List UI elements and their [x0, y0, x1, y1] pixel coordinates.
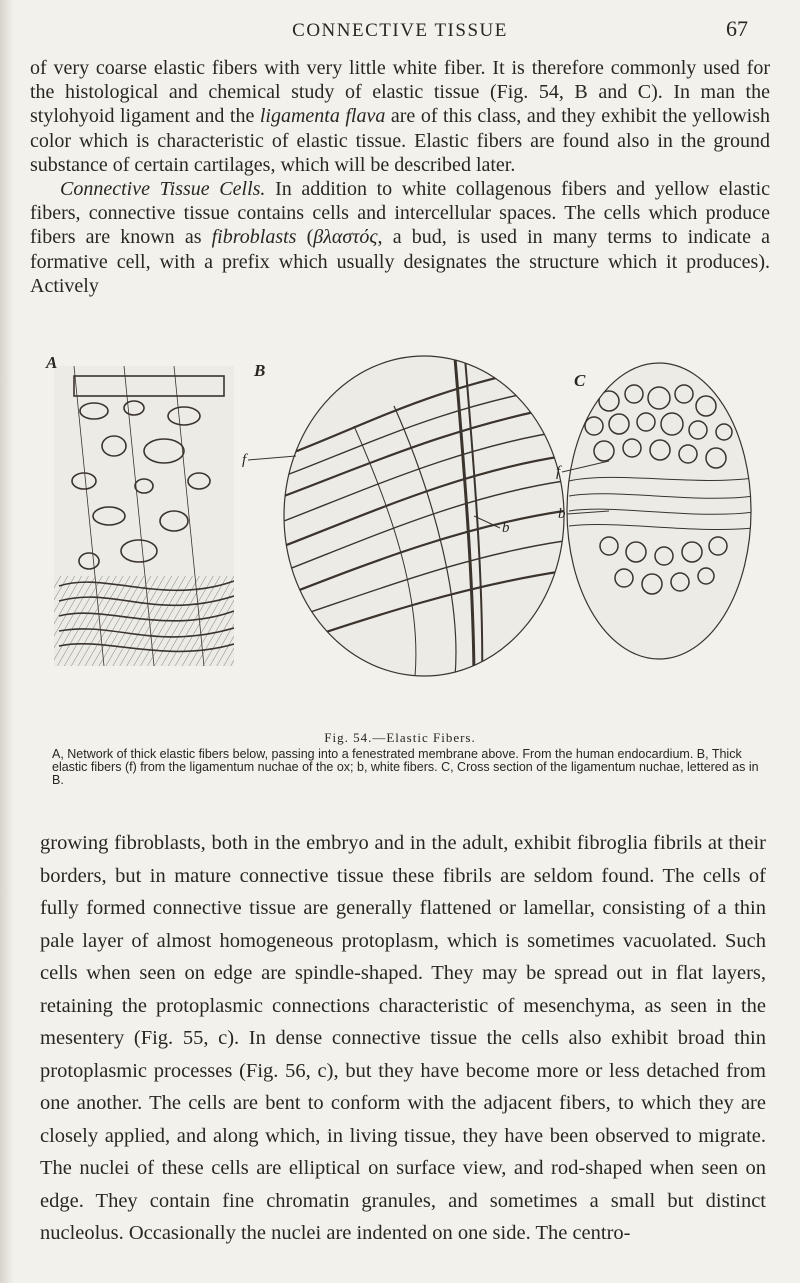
section-heading: Connective Tissue Cells. — [60, 178, 266, 201]
body-text: are of this class, and they exhibit the yellowish color which is characteristic of elastic tissue. Elastic fibers are found also in the ground substance of certain cartilages, which will be described later. — [30, 105, 770, 176]
body-text: , a bud, is used in many terms to indicate a formative cell, with a prefix which usually designates the structure which it produces). Actively — [30, 226, 770, 297]
panel-a-illustration — [54, 366, 234, 666]
label-b-panel-c: b — [558, 506, 566, 522]
italic-term: ligamenta flava — [259, 105, 386, 128]
body-text: of very coarse elastic fibers with very little white fiber. It is therefore commonly used for the histological and chemical study of elastic tissue (Fig. 54, B and C). In man the stylohyoid ligament and the — [30, 57, 770, 128]
figure-caption: A, Network of thick elastic fibers below, passing into a fenestrated membrane above. From the human endocardium. B, Thick elastic fibers (f) from the ligamentum nuchae of the ox; b, white fibers. C, Cross section of the ligamentum nuchae, lettered as in B. — [52, 747, 759, 787]
panel-b-illustration — [242, 346, 564, 686]
panel-a-label: A — [46, 353, 58, 372]
label-f-panel-b: f — [242, 452, 247, 468]
figure-illustration — [34, 346, 774, 716]
label-f-panel-c: f — [556, 464, 561, 480]
body-paragraph-bottom: growing fibroblasts, both in the embryo and in the adult, exhibit fibroglia fibrils at their borders, but in mature connective tissue these fibrils are seldom found. The cells of fully formed connective tissue are generally flattened or lamellar, consisting of a thin pale layer of almost homogeneous protoplasm, which is sometimes vacuolated. Such cells when seen on edge are spindle-shaped. They may be spread out in flat layers, retaining the protoplasmic connections characteristic of mesenchyma, as seen in the mesentery (Fig. 55, c). In dense connective tissue the cells also exhibit broad thin protoplasmic processes (Fig. 56, c), but they have become more or less detached from one another. The cells are bent to conform with the adjacent fibers, to which they are closely applied, and along which, in living tissue, they have been observed to migrate. The nuclei of these cells are elliptical on surface view, and rod-shaped when seen on edge. They contain fine chromatin granules, and sometimes a small but distinct nucleolus. Occasionally the nuclei are indented on one side. The centro- — [40, 832, 766, 1244]
figure-elastic-fibers — [34, 346, 774, 716]
leader-line — [248, 456, 296, 460]
italic-term: fibroblasts — [211, 226, 297, 249]
label-b-panel-b: b — [502, 520, 510, 536]
figure-title: Fig. 54.—Elastic Fibers. — [324, 730, 476, 745]
body-text: In addition to white collagenous fibers and yellow elastic fibers, connective tissue contains cells and intercellular spaces. The cells which produce fibers are known as — [30, 178, 771, 249]
page-number: 67 — [726, 16, 748, 41]
greek-term: βλαστός — [313, 226, 378, 249]
body-paragraph-top — [30, 56, 770, 298]
body-text: ( — [296, 226, 314, 249]
panel-c-label: C — [574, 371, 586, 390]
running-title: CONNECTIVE TISSUE — [292, 20, 508, 41]
panel-b-label: B — [254, 361, 266, 380]
book-spine-shadow — [0, 0, 14, 1283]
page-header — [0, 16, 800, 46]
panel-c-illustration — [556, 363, 754, 659]
